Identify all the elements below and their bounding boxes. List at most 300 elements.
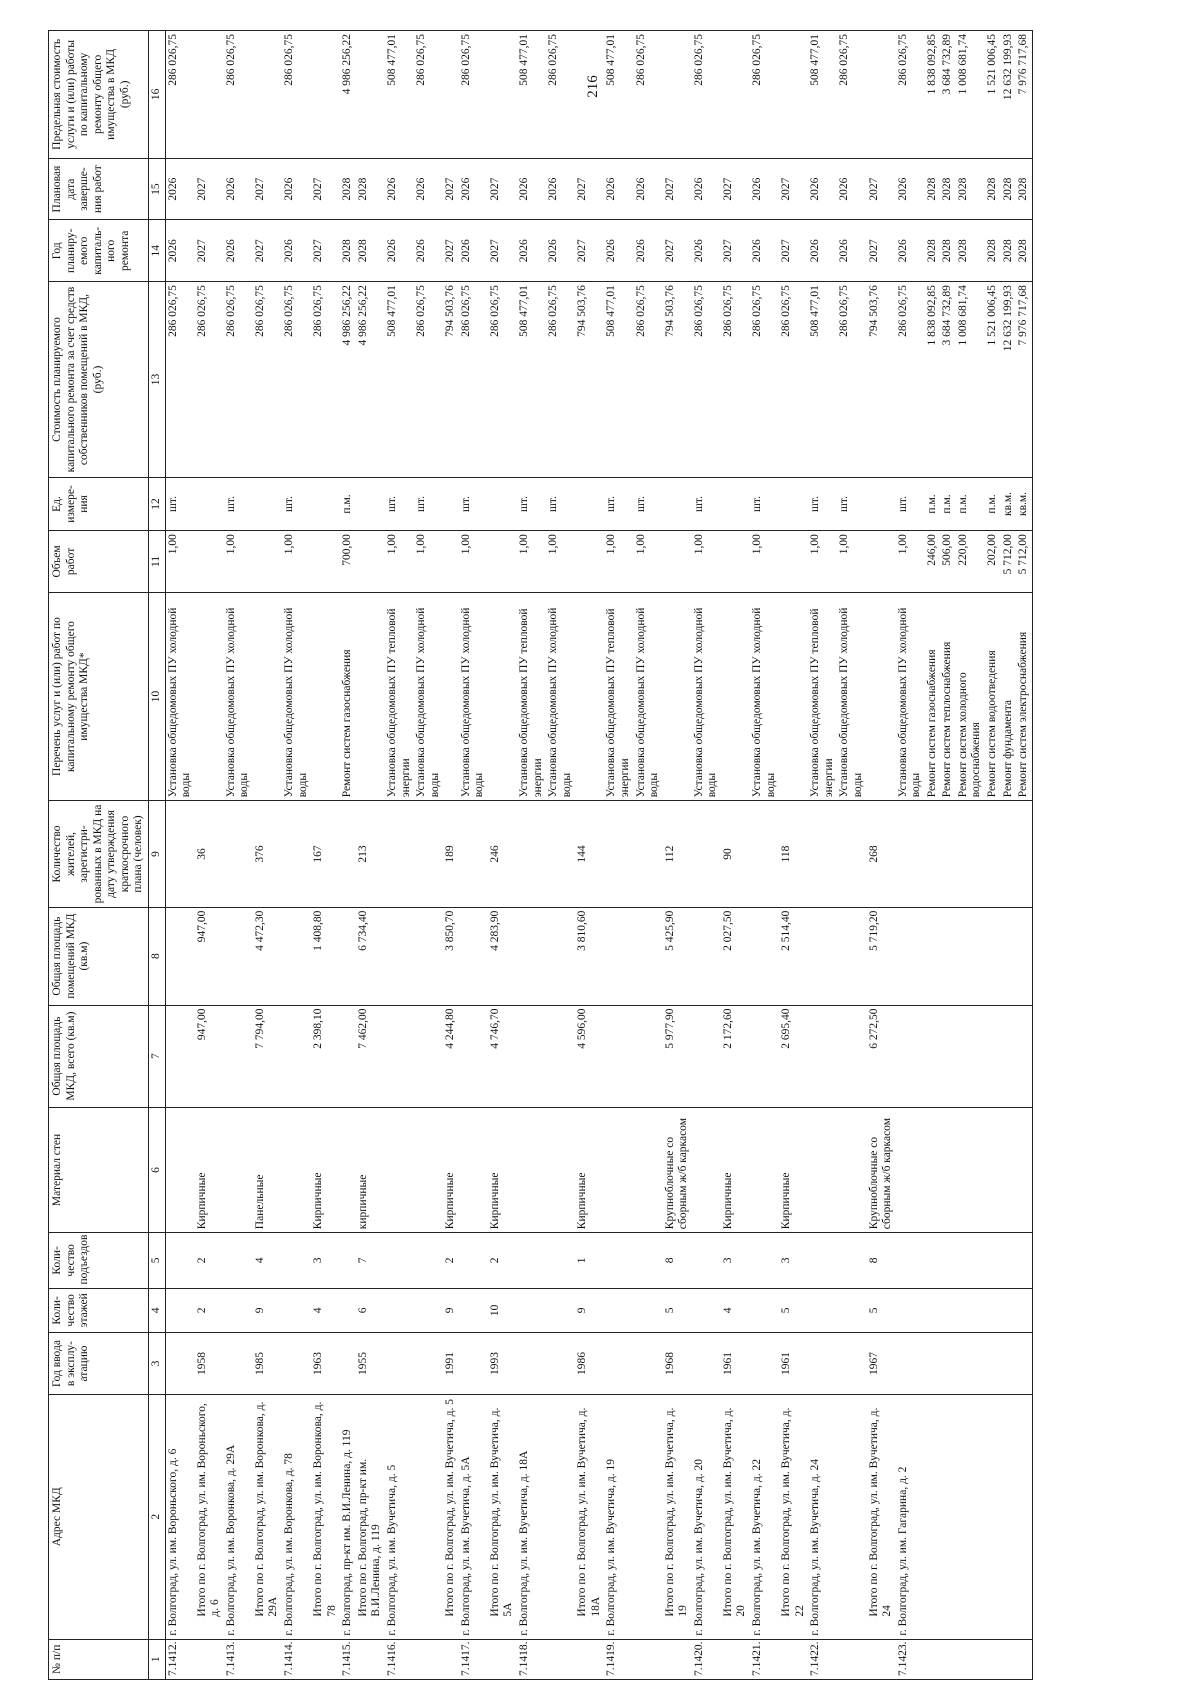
cell-col-3: [546, 1333, 575, 1395]
cell-col-3: [1001, 1333, 1017, 1395]
cell-col-6: Крупноблочные со сборным ж/б каркасом: [663, 1107, 692, 1233]
cell-col-6: [808, 1107, 837, 1233]
cell-col-12: [356, 477, 385, 530]
cell-col-4: [1016, 1288, 1032, 1333]
cell-col-2: г. Волгоград, ул. им. Воронкова, д. 78: [282, 1394, 311, 1639]
cell-col-4: [940, 1288, 956, 1333]
cell-col-3: [517, 1333, 546, 1395]
cell-col-12: [721, 477, 750, 530]
cell-col-1: 7.1423.: [896, 1639, 925, 1679]
cell-col-5: [414, 1233, 443, 1288]
cell-col-9: 167: [311, 801, 340, 907]
cell-col-5: 3: [721, 1233, 750, 1288]
cell-col-6: [1001, 1107, 1017, 1233]
cell-col-5: [634, 1233, 663, 1288]
cell-col-12: шт.: [808, 477, 837, 530]
cell-col-7: 947,00: [195, 1005, 224, 1107]
cell-col-2: [925, 1394, 941, 1639]
cell-col-2: [1001, 1394, 1017, 1639]
cell-col-3: [925, 1333, 941, 1395]
cell-col-8: [956, 907, 985, 1005]
cell-col-6: Панельные: [253, 1107, 282, 1233]
cell-col-12: п.м.: [925, 477, 941, 530]
cell-col-2: Итого по г. Волгоград, ул. им. Вучетича, д. 22: [779, 1394, 808, 1639]
cell-col-2: Итого по г. Волгоград, ул. им. Вороньского, д. 6: [195, 1394, 224, 1639]
cell-col-1: 7.1420.: [692, 1639, 721, 1679]
column-number-1: 1: [148, 1639, 165, 1679]
cell-col-12: [663, 477, 692, 530]
cell-col-1: 7.1413.: [224, 1639, 253, 1679]
cell-col-16: [195, 31, 224, 159]
table-row: [165, 31, 195, 1680]
cell-col-6: [896, 1107, 925, 1233]
cell-col-7: 7 462,00: [356, 1005, 385, 1107]
cell-col-2: г. Волгоград, пр-кт им. В.И.Ленина, д. 119: [340, 1394, 356, 1639]
cell-col-15: 2026: [224, 158, 253, 220]
column-header-10: Перечень услуг и (или) работ по капитальному ремонту общего имущества МКД*: [49, 592, 149, 801]
cell-col-4: [956, 1288, 985, 1333]
cell-col-15: 2026: [604, 158, 633, 220]
cell-col-9: [985, 801, 1001, 907]
cell-col-15: 2026: [282, 158, 311, 220]
cell-col-11: 1,00: [282, 531, 311, 593]
cell-col-12: шт.: [165, 477, 195, 530]
capital-repair-table: [48, 30, 1033, 1680]
cell-col-9: [692, 801, 721, 907]
cell-col-1: 7.1422.: [808, 1639, 837, 1679]
cell-col-15: 2028: [956, 158, 985, 220]
cell-col-4: 5: [663, 1288, 692, 1333]
cell-col-10: Установка общедомовых ПУ холодной воды: [750, 592, 779, 801]
cell-col-14: 2027: [663, 220, 692, 282]
cell-col-11: 1,00: [808, 531, 837, 593]
cell-col-1: [663, 1639, 692, 1679]
cell-col-15: 2028: [925, 158, 941, 220]
cell-col-6: [837, 1107, 866, 1233]
cell-col-12: шт.: [517, 477, 546, 530]
cell-col-9: 36: [195, 801, 224, 907]
cell-col-11: 246,00: [925, 531, 941, 593]
cell-col-11: [253, 531, 282, 593]
cell-col-6: [925, 1107, 941, 1233]
cell-col-11: 1,00: [634, 531, 663, 593]
cell-col-11: 1,00: [517, 531, 546, 593]
cell-col-13: 3 684 732,89: [940, 282, 956, 478]
cell-col-16: [311, 31, 340, 159]
cell-col-10: Установка общедомовых ПУ холодной воды: [282, 592, 311, 801]
cell-col-1: [414, 1639, 443, 1679]
table-row: [459, 31, 488, 1680]
cell-col-15: 2026: [165, 158, 195, 220]
cell-col-2: [414, 1394, 443, 1639]
cell-col-9: [896, 801, 925, 907]
cell-col-11: [867, 531, 896, 593]
cell-col-4: [604, 1288, 633, 1333]
cell-col-13: 794 503,76: [575, 282, 604, 478]
table-row: [692, 31, 721, 1680]
cell-col-9: [837, 801, 866, 907]
cell-col-9: [604, 801, 633, 907]
table-subtotal-row: [663, 31, 692, 1680]
cell-col-13: 286 026,75: [253, 282, 282, 478]
cell-col-1: 7.1416.: [385, 1639, 414, 1679]
cell-col-12: шт.: [282, 477, 311, 530]
cell-col-6: [692, 1107, 721, 1233]
cell-col-14: 2027: [721, 220, 750, 282]
cell-col-7: 2 172,60: [721, 1005, 750, 1107]
cell-col-10: Установка общедомовых ПУ холодной воды: [459, 592, 488, 801]
cell-col-7: [224, 1005, 253, 1107]
table-row: [985, 31, 1001, 1680]
cell-col-6: Кирпичные: [311, 1107, 340, 1233]
cell-col-11: 1,00: [224, 531, 253, 593]
cell-col-5: [940, 1233, 956, 1288]
cell-col-15: 2026: [634, 158, 663, 220]
cell-col-2: Итого по г. Волгоград, пр-кт им. В.И.Ленина, д. 119: [356, 1394, 385, 1639]
cell-col-13: 286 026,75: [721, 282, 750, 478]
cell-col-10: [443, 592, 459, 801]
cell-col-1: [575, 1639, 604, 1679]
cell-col-8: 4 283,90: [488, 907, 517, 1005]
cell-col-2: Итого по г. Волгоград, ул. им. Вучетича, д. 19: [663, 1394, 692, 1639]
cell-col-8: [692, 907, 721, 1005]
column-header-5: Коли-чество подъездов: [49, 1233, 149, 1288]
cell-col-12: шт.: [692, 477, 721, 530]
cell-col-6: кирпичные: [356, 1107, 385, 1233]
cell-col-12: п.м.: [985, 477, 1001, 530]
cell-col-14: 2028: [985, 220, 1001, 282]
cell-col-3: [956, 1333, 985, 1395]
cell-col-16: 286 026,75: [634, 31, 663, 159]
cell-col-1: [925, 1639, 941, 1679]
cell-col-11: 1,00: [896, 531, 925, 593]
cell-col-7: 4 244,80: [443, 1005, 459, 1107]
cell-col-1: [488, 1639, 517, 1679]
cell-col-13: 508 477,01: [808, 282, 837, 478]
cell-col-8: [1001, 907, 1017, 1005]
column-number-12: 12: [148, 477, 165, 530]
cell-col-9: [282, 801, 311, 907]
cell-col-13: 286 026,75: [546, 282, 575, 478]
column-number-7: 7: [148, 1005, 165, 1107]
cell-col-16: [356, 31, 385, 159]
cell-col-15: 2027: [779, 158, 808, 220]
cell-col-5: [340, 1233, 356, 1288]
cell-col-16: [488, 31, 517, 159]
table-row: [1001, 31, 1017, 1680]
cell-col-10: [253, 592, 282, 801]
cell-col-10: Установка общедомовых ПУ тепловой энергии: [517, 592, 546, 801]
cell-col-5: [925, 1233, 941, 1288]
cell-col-13: 508 477,01: [604, 282, 633, 478]
cell-col-9: 268: [867, 801, 896, 907]
table-subtotal-row: [779, 31, 808, 1680]
cell-col-15: 2027: [663, 158, 692, 220]
column-number-5: 5: [148, 1233, 165, 1288]
cell-col-3: 1986: [575, 1333, 604, 1395]
cell-col-16: 286 026,75: [546, 31, 575, 159]
cell-col-14: 2026: [896, 220, 925, 282]
column-header-2: Адрес МКД: [49, 1394, 149, 1639]
cell-col-12: [779, 477, 808, 530]
cell-col-12: [311, 477, 340, 530]
capital-repair-table-sheet: [48, 30, 1160, 1680]
cell-col-6: Кирпичные: [779, 1107, 808, 1233]
cell-col-14: 2026: [546, 220, 575, 282]
cell-col-2: г. Волгоград, ул. им. Вороньского, д. 6: [165, 1394, 195, 1639]
cell-col-1: [1016, 1639, 1032, 1679]
column-header-14: Год планиру-емого капиталь-ного ремонта: [49, 220, 149, 282]
cell-col-13: 286 026,75: [224, 282, 253, 478]
cell-col-13: 286 026,75: [779, 282, 808, 478]
cell-col-9: [165, 801, 195, 907]
cell-col-3: [340, 1333, 356, 1395]
cell-col-11: 1,00: [385, 531, 414, 593]
cell-col-4: [634, 1288, 663, 1333]
cell-col-7: [282, 1005, 311, 1107]
cell-col-8: [459, 907, 488, 1005]
cell-col-9: 90: [721, 801, 750, 907]
cell-col-8: [604, 907, 633, 1005]
cell-col-4: [837, 1288, 866, 1333]
cell-col-5: 3: [779, 1233, 808, 1288]
column-number-10: 10: [148, 592, 165, 801]
cell-col-6: [634, 1107, 663, 1233]
cell-col-1: [311, 1639, 340, 1679]
cell-col-8: [1016, 907, 1032, 1005]
cell-col-13: 286 026,75: [414, 282, 443, 478]
cell-col-6: [985, 1107, 1001, 1233]
cell-col-8: [808, 907, 837, 1005]
table-row: [925, 31, 941, 1680]
cell-col-3: [692, 1333, 721, 1395]
cell-col-14: 2026: [692, 220, 721, 282]
cell-col-11: [663, 531, 692, 593]
cell-col-9: [224, 801, 253, 907]
cell-col-15: 2027: [867, 158, 896, 220]
cell-col-10: [311, 592, 340, 801]
cell-col-8: 2 027,50: [721, 907, 750, 1005]
cell-col-11: [575, 531, 604, 593]
column-header-8: Общая площадь помещений МКД (кв.м): [49, 907, 149, 1005]
cell-col-16: 1 008 681,74: [956, 31, 985, 159]
cell-col-3: 1963: [311, 1333, 340, 1395]
cell-col-6: Кирпичные: [195, 1107, 224, 1233]
cell-col-5: [808, 1233, 837, 1288]
cell-col-10: Установка общедомовых ПУ тепловой энергии: [808, 592, 837, 801]
cell-col-15: 2028: [1016, 158, 1032, 220]
cell-col-11: 1,00: [414, 531, 443, 593]
column-number-14: 14: [148, 220, 165, 282]
cell-col-4: [340, 1288, 356, 1333]
cell-col-3: 1967: [867, 1333, 896, 1395]
cell-col-13: 1 838 092,85: [925, 282, 941, 478]
cell-col-7: [808, 1005, 837, 1107]
cell-col-14: 2028: [1001, 220, 1017, 282]
cell-col-8: 6 734,40: [356, 907, 385, 1005]
cell-col-6: Кирпичные: [443, 1107, 459, 1233]
cell-col-5: [282, 1233, 311, 1288]
cell-col-12: п.м.: [940, 477, 956, 530]
cell-col-3: 1993: [488, 1333, 517, 1395]
cell-col-8: 1 408,80: [311, 907, 340, 1005]
cell-col-4: [925, 1288, 941, 1333]
cell-col-8: 947,00: [195, 907, 224, 1005]
cell-col-13: 286 026,75: [750, 282, 779, 478]
cell-col-4: [385, 1288, 414, 1333]
cell-col-11: 1,00: [837, 531, 866, 593]
cell-col-3: 1991: [443, 1333, 459, 1395]
cell-col-5: [385, 1233, 414, 1288]
cell-col-7: 6 272,50: [867, 1005, 896, 1107]
cell-col-6: [940, 1107, 956, 1233]
cell-col-2: Итого по г. Волгоград, ул. им. Вучетича, д. 20: [721, 1394, 750, 1639]
cell-col-8: [414, 907, 443, 1005]
cell-col-12: кв.м.: [1001, 477, 1017, 530]
cell-col-2: Итого по г. Волгоград, ул. им. Вучетича, д. 24: [867, 1394, 896, 1639]
cell-col-9: [546, 801, 575, 907]
cell-col-13: 508 477,01: [385, 282, 414, 478]
cell-col-6: [165, 1107, 195, 1233]
cell-col-13: 4 986 256,22: [356, 282, 385, 478]
cell-col-8: 3 850,70: [443, 907, 459, 1005]
cell-col-7: [837, 1005, 866, 1107]
cell-col-7: [546, 1005, 575, 1107]
cell-col-14: 2026: [604, 220, 633, 282]
cell-col-9: [517, 801, 546, 907]
cell-col-12: шт.: [546, 477, 575, 530]
cell-col-14: 2027: [253, 220, 282, 282]
cell-col-4: [224, 1288, 253, 1333]
cell-col-5: 1: [575, 1233, 604, 1288]
cell-col-1: [867, 1639, 896, 1679]
cell-col-6: [224, 1107, 253, 1233]
cell-col-2: г. Волгоград, ул. им. Гагарина, д. 2: [896, 1394, 925, 1639]
cell-col-15: 2027: [311, 158, 340, 220]
cell-col-14: 2028: [940, 220, 956, 282]
cell-col-10: Ремонт систем газоснабжения: [925, 592, 941, 801]
cell-col-9: 213: [356, 801, 385, 907]
cell-col-4: [459, 1288, 488, 1333]
table-subtotal-row: [311, 31, 340, 1680]
cell-col-6: Кирпичные: [721, 1107, 750, 1233]
column-number-15: 15: [148, 158, 165, 220]
cell-col-1: [940, 1639, 956, 1679]
cell-col-5: 2: [443, 1233, 459, 1288]
cell-col-13: 286 026,75: [311, 282, 340, 478]
cell-col-15: 2027: [195, 158, 224, 220]
cell-col-3: 1958: [195, 1333, 224, 1395]
cell-col-2: [1016, 1394, 1032, 1639]
cell-col-6: [340, 1107, 356, 1233]
cell-col-15: 2027: [488, 158, 517, 220]
cell-col-12: шт.: [837, 477, 866, 530]
cell-col-10: [721, 592, 750, 801]
cell-col-5: [604, 1233, 633, 1288]
cell-col-11: [779, 531, 808, 593]
table-row: [808, 31, 837, 1680]
cell-col-9: [956, 801, 985, 907]
column-header-7: Общая площадь МКД, всего (кв.м): [49, 1005, 149, 1107]
cell-col-12: шт.: [414, 477, 443, 530]
cell-col-1: [253, 1639, 282, 1679]
cell-col-12: шт.: [896, 477, 925, 530]
table-row: [340, 31, 356, 1680]
cell-col-7: [414, 1005, 443, 1107]
cell-col-14: 2027: [195, 220, 224, 282]
cell-col-10: Установка общедомовых ПУ холодной воды: [896, 592, 925, 801]
table-row: [546, 31, 575, 1680]
cell-col-4: 9: [443, 1288, 459, 1333]
cell-col-11: 1,00: [604, 531, 633, 593]
cell-col-8: [385, 907, 414, 1005]
cell-col-1: [721, 1639, 750, 1679]
table-subtotal-row: [721, 31, 750, 1680]
cell-col-11: 506,00: [940, 531, 956, 593]
table-subtotal-row: [488, 31, 517, 1680]
cell-col-11: 202,00: [985, 531, 1001, 593]
cell-col-13: 12 632 199,93: [1001, 282, 1017, 478]
cell-col-16: 286 026,75: [692, 31, 721, 159]
cell-col-14: 2027: [488, 220, 517, 282]
table-row: [1016, 31, 1032, 1680]
cell-col-16: 508 477,01: [517, 31, 546, 159]
cell-col-16: 4 986 256,22: [340, 31, 356, 159]
cell-col-12: п.м.: [956, 477, 985, 530]
table-row: [224, 31, 253, 1680]
column-number-11: 11: [148, 531, 165, 593]
cell-col-9: 144: [575, 801, 604, 907]
cell-col-8: [985, 907, 1001, 1005]
cell-col-14: 2028: [925, 220, 941, 282]
cell-col-5: [459, 1233, 488, 1288]
cell-col-7: [940, 1005, 956, 1107]
cell-col-9: 118: [779, 801, 808, 907]
cell-col-9: [940, 801, 956, 907]
cell-col-15: 2027: [443, 158, 459, 220]
cell-col-7: [340, 1005, 356, 1107]
cell-col-11: 1,00: [692, 531, 721, 593]
cell-col-2: Итого по г. Волгоград, ул. им. Вучетича, д. 5А: [488, 1394, 517, 1639]
cell-col-11: [356, 531, 385, 593]
table-row: [385, 31, 414, 1680]
cell-col-13: 1 521 006,45: [985, 282, 1001, 478]
cell-col-14: 2026: [459, 220, 488, 282]
table-body: [165, 31, 1032, 1680]
cell-col-10: Установка общедомовых ПУ холодной воды: [414, 592, 443, 801]
cell-col-7: 4 746,70: [488, 1005, 517, 1107]
cell-col-4: [282, 1288, 311, 1333]
cell-col-15: 2026: [517, 158, 546, 220]
cell-col-1: 7.1414.: [282, 1639, 311, 1679]
cell-col-11: 5 712,00: [1001, 531, 1017, 593]
cell-col-16: [443, 31, 459, 159]
cell-col-6: [956, 1107, 985, 1233]
table-subtotal-row: [195, 31, 224, 1680]
cell-col-3: [1016, 1333, 1032, 1395]
cell-col-3: [985, 1333, 1001, 1395]
cell-col-16: 286 026,75: [896, 31, 925, 159]
cell-col-4: 5: [779, 1288, 808, 1333]
cell-col-4: [692, 1288, 721, 1333]
cell-col-15: 2026: [459, 158, 488, 220]
cell-col-12: шт.: [385, 477, 414, 530]
cell-col-3: [896, 1333, 925, 1395]
cell-col-12: [488, 477, 517, 530]
cell-col-11: 700,00: [340, 531, 356, 593]
cell-col-15: 2028: [340, 158, 356, 220]
cell-col-3: 1968: [663, 1333, 692, 1395]
